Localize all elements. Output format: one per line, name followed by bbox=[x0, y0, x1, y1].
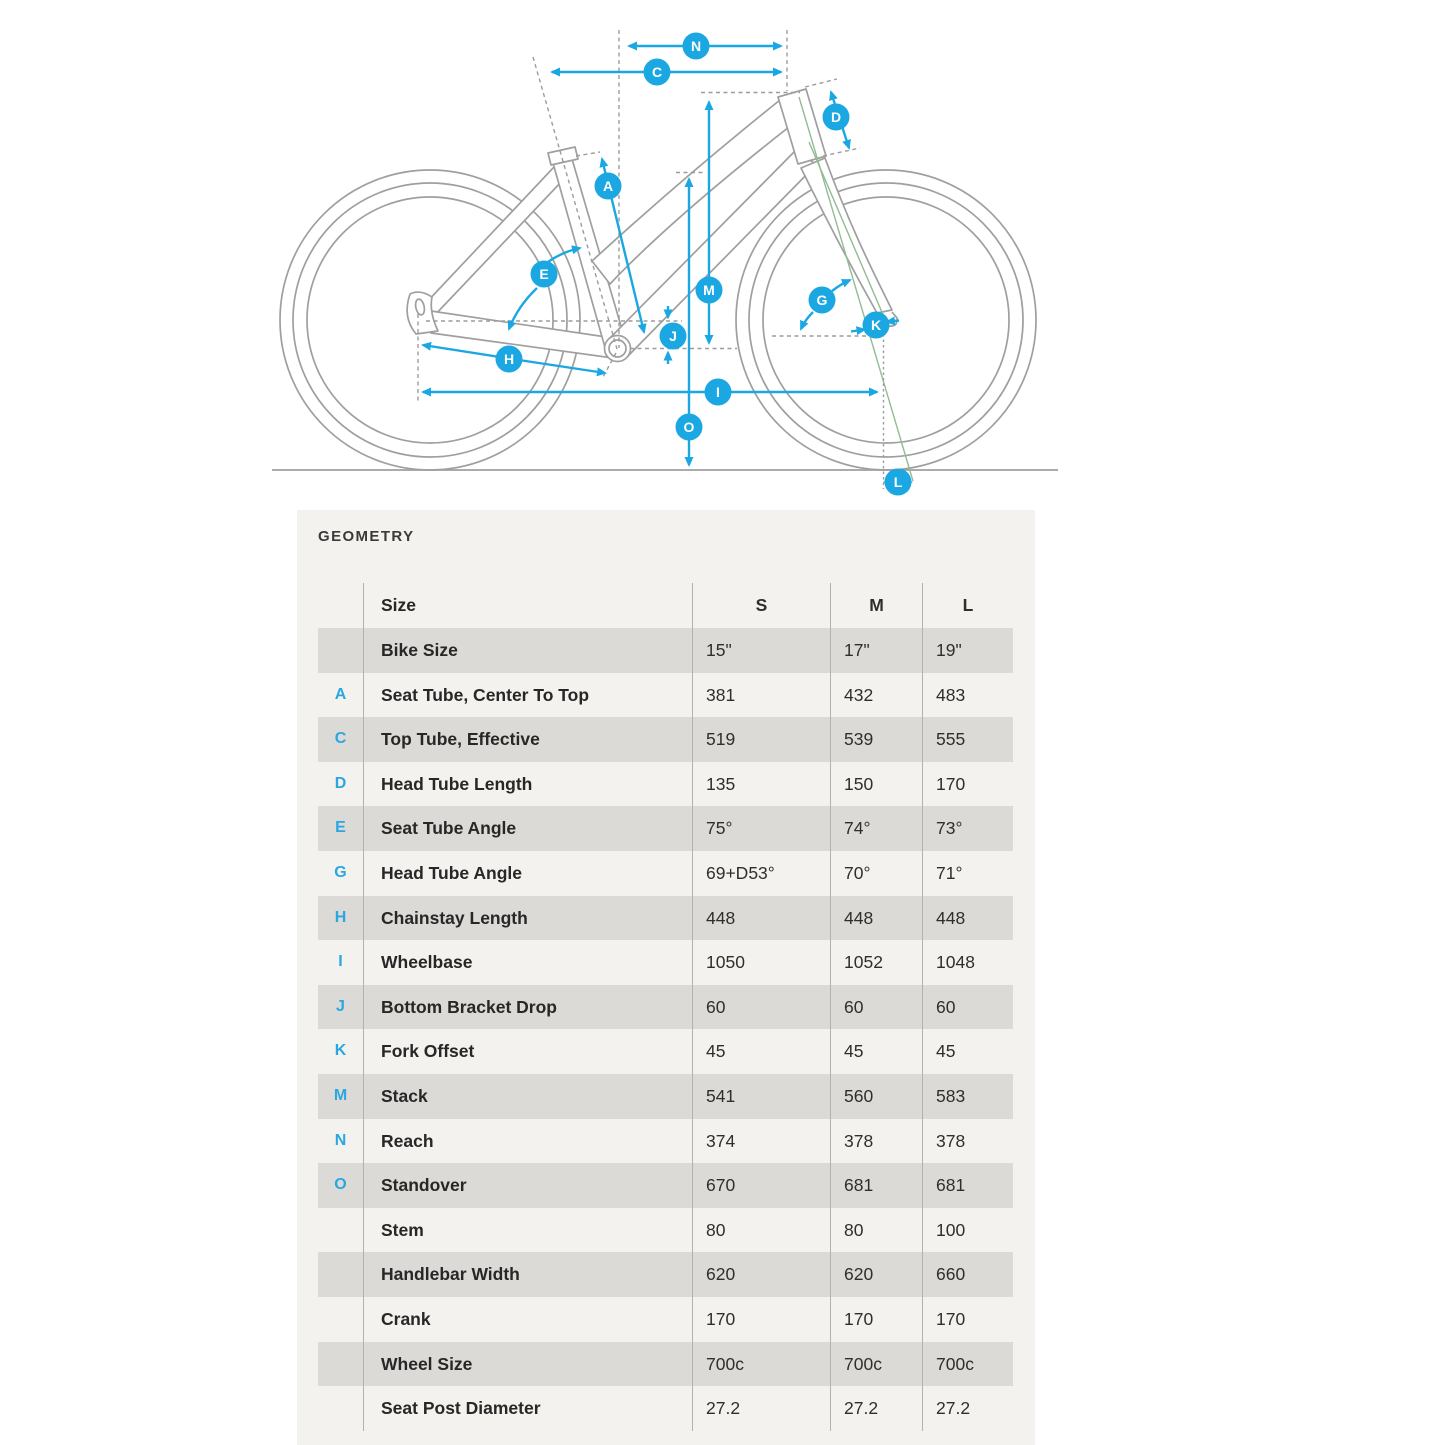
row-value-m: 45 bbox=[830, 1029, 922, 1074]
row-value-m: 681 bbox=[830, 1163, 922, 1208]
row-value-m: 539 bbox=[830, 717, 922, 762]
svg-text:E: E bbox=[539, 266, 549, 282]
table-row bbox=[318, 1297, 1013, 1342]
row-value-s: 620 bbox=[692, 1252, 830, 1297]
table-row bbox=[318, 673, 1013, 718]
row-value-s: 519 bbox=[692, 717, 830, 762]
row-label: Wheel Size bbox=[363, 1342, 692, 1387]
row-value-m: 17" bbox=[830, 628, 922, 673]
svg-text:J: J bbox=[669, 328, 677, 344]
row-value-l: 60 bbox=[922, 985, 1013, 1030]
row-value-m: 432 bbox=[830, 673, 922, 718]
row-value-l: 19" bbox=[922, 628, 1013, 673]
row-value-m: 560 bbox=[830, 1074, 922, 1119]
row-value-m: 80 bbox=[830, 1208, 922, 1253]
svg-text:A: A bbox=[602, 178, 614, 194]
row-value-m: 378 bbox=[830, 1119, 922, 1164]
table-row bbox=[318, 1119, 1013, 1164]
row-label: Crank bbox=[363, 1297, 692, 1342]
row-value-m: 70° bbox=[830, 851, 922, 896]
row-label: Head Tube Angle bbox=[363, 851, 692, 896]
geometry-panel bbox=[297, 510, 1035, 1445]
row-value-s: 700c bbox=[692, 1342, 830, 1387]
svg-text:O: O bbox=[683, 419, 695, 435]
row-value-l: 448 bbox=[922, 896, 1013, 941]
row-value-l: 170 bbox=[922, 1297, 1013, 1342]
label-bubble-O bbox=[676, 414, 703, 441]
row-label: Handlebar Width bbox=[363, 1252, 692, 1297]
row-label: Fork Offset bbox=[363, 1029, 692, 1074]
row-label: Wheelbase bbox=[363, 940, 692, 985]
row-value-m: 27.2 bbox=[830, 1386, 922, 1431]
row-value-s: 80 bbox=[692, 1208, 830, 1253]
label-bubble-H bbox=[496, 346, 523, 373]
table-row bbox=[318, 1252, 1013, 1297]
row-value-m: 448 bbox=[830, 896, 922, 941]
row-value-s: 541 bbox=[692, 1074, 830, 1119]
row-value-l: 483 bbox=[922, 673, 1013, 718]
row-value-s: 381 bbox=[692, 673, 830, 718]
svg-text:G: G bbox=[816, 292, 828, 308]
row-value-l: 700c bbox=[922, 1342, 1013, 1387]
row-value-s: 60 bbox=[692, 985, 830, 1030]
row-letter: A bbox=[334, 685, 347, 703]
row-letter: I bbox=[338, 953, 343, 971]
row-letter bbox=[318, 1208, 363, 1253]
row-letter: M bbox=[333, 1086, 348, 1104]
table-row bbox=[318, 985, 1013, 1030]
svg-text:K: K bbox=[870, 317, 882, 333]
row-letter bbox=[318, 1252, 363, 1297]
row-label: Reach bbox=[363, 1119, 692, 1164]
row-value-l: 555 bbox=[922, 717, 1013, 762]
row-label: Seat Post Diameter bbox=[363, 1386, 692, 1431]
row-value-s: 15" bbox=[692, 628, 830, 673]
row-letter: N bbox=[334, 1131, 347, 1149]
row-value-l: 660 bbox=[922, 1252, 1013, 1297]
row-letter: C bbox=[334, 730, 347, 748]
row-value-m: 170 bbox=[830, 1297, 922, 1342]
row-value-l: 100 bbox=[922, 1208, 1013, 1253]
table-row bbox=[318, 940, 1013, 985]
row-letter: H bbox=[334, 908, 347, 926]
row-letter: G bbox=[334, 863, 347, 881]
row-value-m: 620 bbox=[830, 1252, 922, 1297]
row-value-l: 681 bbox=[922, 1163, 1013, 1208]
row-value-l: 1048 bbox=[922, 940, 1013, 985]
svg-text:D: D bbox=[830, 109, 842, 125]
table-row bbox=[318, 762, 1013, 807]
row-value-l: 583 bbox=[922, 1074, 1013, 1119]
row-value-m: 74° bbox=[830, 806, 922, 851]
label-bubble-C bbox=[644, 59, 671, 86]
dimension-E bbox=[509, 248, 580, 329]
row-label: Bottom Bracket Drop bbox=[363, 985, 692, 1030]
table-row bbox=[318, 806, 1013, 851]
header-m: M bbox=[830, 583, 922, 628]
table-row bbox=[318, 1029, 1013, 1074]
label-bubble-M bbox=[696, 277, 723, 304]
header-l: L bbox=[922, 583, 1013, 628]
table-header bbox=[318, 583, 1013, 628]
row-label: Head Tube Length bbox=[363, 762, 692, 807]
table-row bbox=[318, 1342, 1013, 1387]
row-value-l: 71° bbox=[922, 851, 1013, 896]
table-row bbox=[318, 1074, 1013, 1119]
svg-text:I: I bbox=[716, 384, 720, 400]
geometry-table bbox=[318, 583, 1013, 1431]
row-label: Stem bbox=[363, 1208, 692, 1253]
row-value-l: 27.2 bbox=[922, 1386, 1013, 1431]
label-bubble-G bbox=[809, 287, 836, 314]
label-bubble-I bbox=[705, 379, 732, 406]
svg-text:L: L bbox=[893, 474, 903, 490]
header-s: S bbox=[692, 583, 830, 628]
row-value-l: 73° bbox=[922, 806, 1013, 851]
row-value-s: 670 bbox=[692, 1163, 830, 1208]
bike-geometry-diagram bbox=[0, 0, 1445, 506]
table-row bbox=[318, 717, 1013, 762]
row-label: Top Tube, Effective bbox=[363, 717, 692, 762]
row-value-s: 75° bbox=[692, 806, 830, 851]
label-bubble-N bbox=[683, 33, 710, 60]
row-value-s: 1050 bbox=[692, 940, 830, 985]
label-bubble-D bbox=[823, 104, 850, 131]
row-value-l: 170 bbox=[922, 762, 1013, 807]
row-value-s: 135 bbox=[692, 762, 830, 807]
table-row bbox=[318, 896, 1013, 941]
row-value-s: 69+D53° bbox=[692, 851, 830, 896]
row-value-m: 60 bbox=[830, 985, 922, 1030]
row-letter: O bbox=[334, 1176, 347, 1194]
svg-text:M: M bbox=[703, 282, 715, 298]
row-letter bbox=[318, 628, 363, 673]
panel-title: GEOMETRY bbox=[318, 528, 415, 545]
row-label: Seat Tube Angle bbox=[363, 806, 692, 851]
row-value-s: 448 bbox=[692, 896, 830, 941]
label-bubble-E bbox=[531, 261, 558, 288]
label-bubble-L bbox=[885, 469, 912, 496]
row-letter: D bbox=[334, 774, 347, 792]
row-label: Standover bbox=[363, 1163, 692, 1208]
row-value-m: 150 bbox=[830, 762, 922, 807]
table-row bbox=[318, 1386, 1013, 1431]
table-row bbox=[318, 628, 1013, 673]
table-row bbox=[318, 1163, 1013, 1208]
row-value-m: 1052 bbox=[830, 940, 922, 985]
label-bubble-A bbox=[595, 173, 622, 200]
header-size: Size bbox=[363, 583, 692, 628]
label-bubble-J bbox=[660, 323, 687, 350]
row-letter bbox=[318, 1386, 363, 1431]
svg-text:C: C bbox=[651, 64, 663, 80]
table-body bbox=[318, 628, 1013, 1431]
row-letter bbox=[318, 1342, 363, 1387]
row-value-s: 27.2 bbox=[692, 1386, 830, 1431]
table-row bbox=[318, 851, 1013, 896]
svg-text:H: H bbox=[503, 351, 515, 367]
row-letter bbox=[318, 1297, 363, 1342]
row-value-s: 374 bbox=[692, 1119, 830, 1164]
row-value-s: 170 bbox=[692, 1297, 830, 1342]
row-label: Bike Size bbox=[363, 628, 692, 673]
row-letter: J bbox=[336, 997, 345, 1015]
label-bubble-K bbox=[863, 312, 890, 339]
row-value-l: 378 bbox=[922, 1119, 1013, 1164]
svg-text:N: N bbox=[690, 38, 702, 54]
row-label: Stack bbox=[363, 1074, 692, 1119]
row-letter: K bbox=[334, 1042, 347, 1060]
row-value-s: 45 bbox=[692, 1029, 830, 1074]
table-row bbox=[318, 1208, 1013, 1253]
row-label: Seat Tube, Center To Top bbox=[363, 673, 692, 718]
row-value-m: 700c bbox=[830, 1342, 922, 1387]
row-letter: E bbox=[335, 819, 346, 837]
row-label: Chainstay Length bbox=[363, 896, 692, 941]
row-value-l: 45 bbox=[922, 1029, 1013, 1074]
header-letter-spacer bbox=[318, 583, 363, 628]
